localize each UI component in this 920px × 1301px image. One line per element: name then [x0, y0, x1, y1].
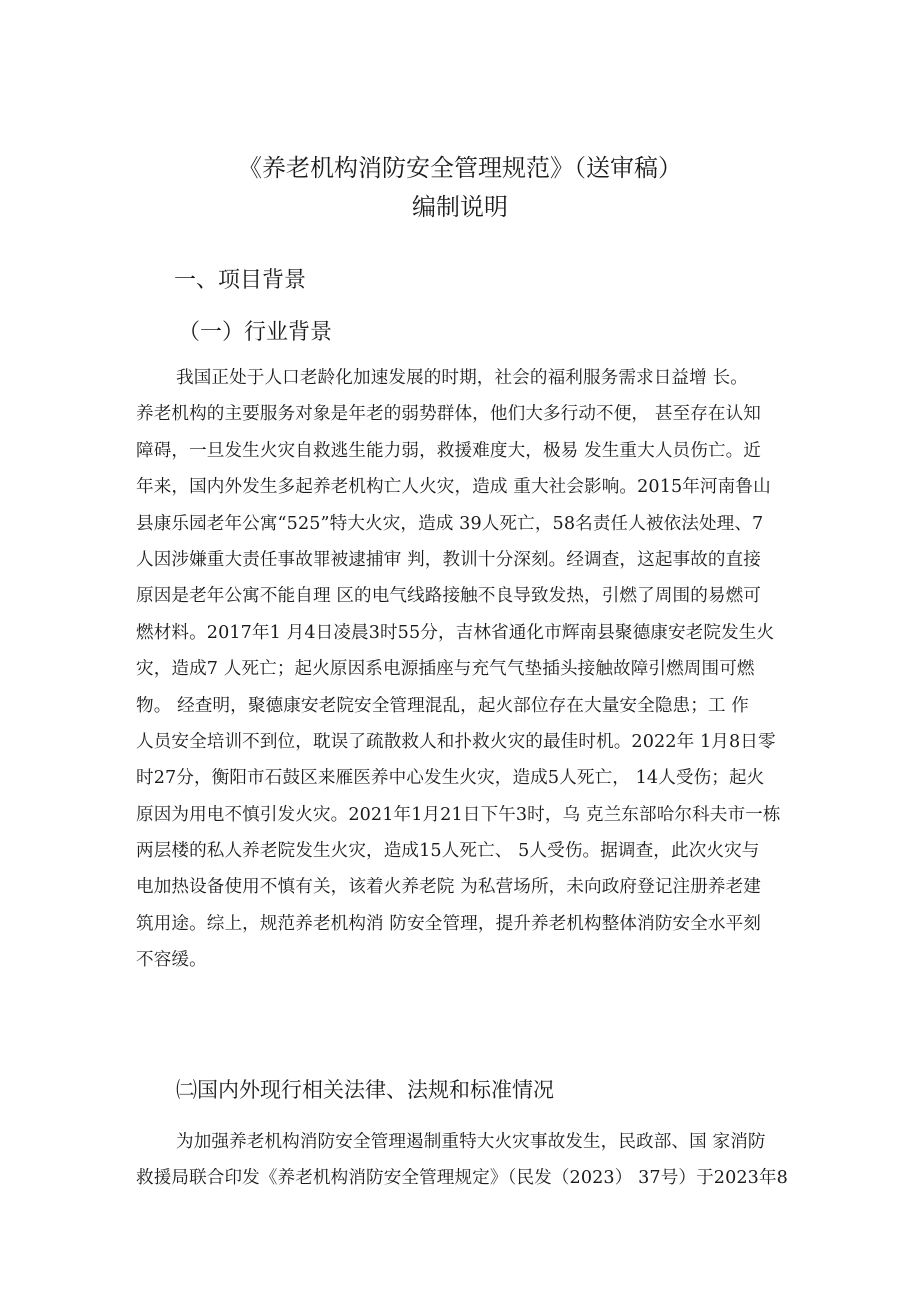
paragraph-line: 原因是老年公寓不能自理 区的电气线路接触不良导致发热，引燃了周围的易燃可: [136, 586, 761, 607]
paragraph-line: 灾，造成7 人死亡；起火原因系电源插座与充气气垫插头接触故障引燃周围可燃: [136, 659, 755, 680]
paragraph-line: 筑用途。综上，规范养老机构消 防安全管理，提升养老机构整体消防安全水平刻: [136, 913, 761, 934]
paragraph-line: 两层楼的私人养老院发生火灾，造成15人死亡、 5人受伤。据调查，此次火灾与: [136, 841, 760, 862]
paragraph-line: 物。 经查明，聚德康安老院安全管理混乱，起火部位存在大量安全隐患；工 作: [136, 695, 749, 716]
paragraph-line: 燃材料。2017年1 月4日凌晨3时55分，吉林省通化市辉南县聚德康安老院发生火: [136, 622, 775, 643]
document-title: 《养老机构消防安全管理规范》（送审稿）: [238, 154, 682, 182]
paragraph-line: 人因涉嫌重大责任事故罪被逮捕审 判，教训十分深刻。经调查，这起事故的直接: [136, 549, 761, 570]
paragraph-line: 年来，国内外发生多起养老机构亡人火灾，造成 重大社会影响。2015年河南鲁山: [136, 477, 771, 498]
paragraph-line: 人员安全培训不到位，耽误了疏散救人和扑救火灾的最佳时机。2022年 1月8日零: [136, 731, 776, 752]
paragraph-line: 电加热设备使用不慎有关，该着火养老院 为私营场所，未向政府登记注册养老建: [136, 877, 761, 898]
paragraph-line: 为加强养老机构消防安全管理遏制重特大火灾事故发生，民政部、国 家消防: [176, 1132, 766, 1152]
paragraph-line: 不容缓。: [136, 950, 207, 971]
paragraph-line: 原因为用电不慎引发火灾。2021年1月21日下午3时，乌 克兰东部哈尔科夫市一栋: [136, 804, 781, 825]
paragraph-line: 时27分，衡阳市石鼓区来雁医养中心发生火灾，造成5人死亡， 14人受伤；起火: [136, 768, 765, 789]
document-subtitle: 编制说明: [412, 193, 508, 221]
subsection-heading-industry-background: （一）行业背景: [178, 320, 333, 345]
paragraph-industry-background: [136, 360, 800, 979]
subsection-heading-laws-and-standards: ㈡国内外现行相关法律、法规和标准情况: [176, 1078, 554, 1102]
paragraph-line: 救援局联合印发《养老机构消防安全管理规定》（民发（2023） 37号）于2023年8: [136, 1168, 788, 1189]
section-heading-background: 一、项目背景: [174, 268, 307, 293]
paragraph-line: 障碍，一旦发生火灾自救逃生能力弱，救援难度大，极易 发生重大人员伤亡。近: [136, 440, 761, 461]
paragraph-laws-and-standards: [136, 1124, 800, 1197]
paragraph-line: 县康乐园老年公寓“525”特大火灾，造成 39人死亡，58名责任人被依法处理、7: [136, 513, 764, 534]
paragraph-line: 我国正处于人口老龄化加速发展的时期，社会的福利服务需求日益增 长。: [176, 368, 748, 388]
paragraph-line: 养老机构的主要服务对象是年老的弱势群体，他们大多行动不便， 甚至存在认知: [136, 404, 761, 425]
